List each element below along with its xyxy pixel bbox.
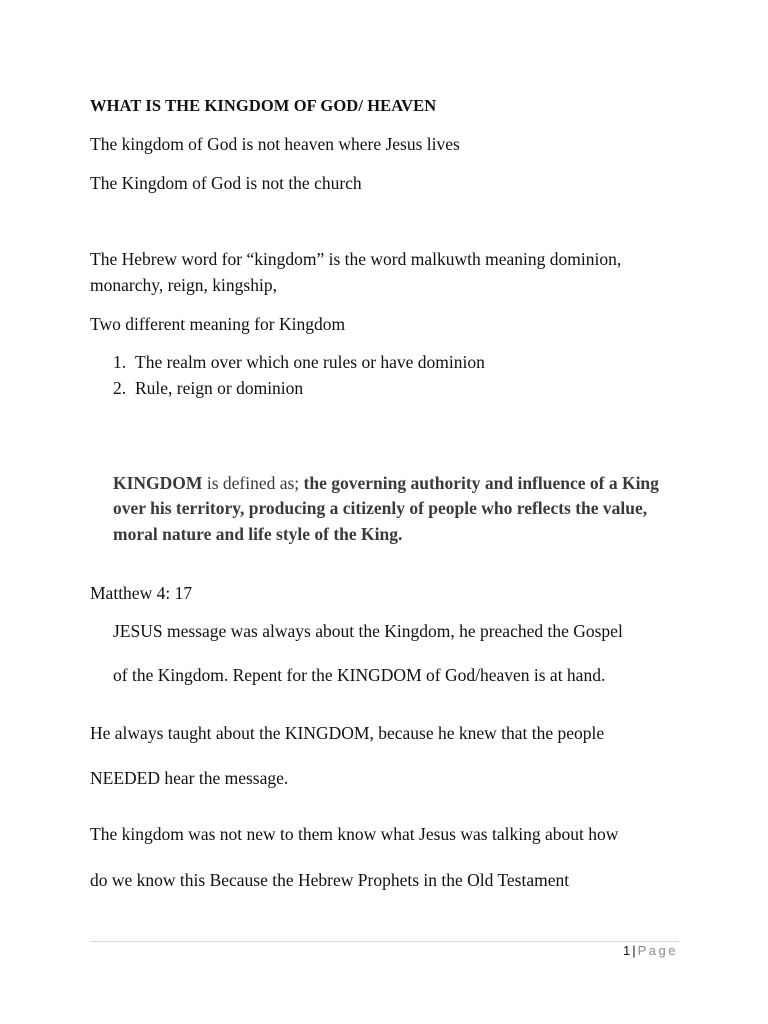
jesus-message-line-2: of the Kingdom. Repent for the KINGDOM of God/heaven is at hand. — [113, 665, 606, 685]
taught-line-1: He always taught about the KINGDOM, because he knew that the people — [90, 723, 605, 743]
definition-body: the governing authority and influence of a King over his territory, producing a citizenly of people who reflects the value, moral nature and life style of the King. — [113, 472, 659, 544]
definition-connector: is defined as; — [202, 472, 304, 493]
list-item-number: 2. — [113, 378, 127, 398]
intro-line-1: The kingdom of God is not heaven where Jesus lives — [90, 134, 460, 154]
list-item-number: 1. — [113, 352, 127, 372]
meanings-heading: Two different meaning for Kingdom — [90, 314, 346, 334]
taught-line-2: NEEDED hear the message. — [90, 768, 289, 788]
footer-divider — [90, 941, 679, 942]
scripture-reference: Matthew 4: 17 — [90, 583, 193, 603]
list-item-text: The realm over which one rules or have dominion — [135, 352, 485, 372]
jesus-message-line-1: JESUS message was always about the Kingdom, he preached the Gospel — [113, 621, 623, 641]
hebrew-word-line-2: monarchy, reign, kingship, — [90, 275, 277, 295]
meanings-list — [113, 349, 485, 401]
document-title: WHAT IS THE KINGDOM OF GOD/ HEAVEN — [90, 96, 437, 115]
footer-separator: | — [632, 943, 636, 958]
not-new-line-1: The kingdom was not new to them know what Jesus was talking about how — [90, 824, 619, 844]
list-item-text: Rule, reign or dominion — [135, 378, 304, 398]
page-label: Page — [637, 943, 678, 958]
definition-term: KINGDOM — [113, 472, 203, 493]
page-footer — [623, 942, 678, 960]
hebrew-word-line-1: The Hebrew word for “kingdom” is the word malkuwth meaning dominion, — [90, 249, 622, 269]
kingdom-definition — [113, 471, 673, 548]
not-new-line-2: do we know this Because the Hebrew Prophets in the Old Testament — [90, 870, 570, 890]
list-item — [113, 349, 485, 375]
intro-line-2: The Kingdom of God is not the church — [90, 173, 362, 193]
list-item — [113, 375, 485, 401]
page-number: 1 — [623, 943, 631, 958]
